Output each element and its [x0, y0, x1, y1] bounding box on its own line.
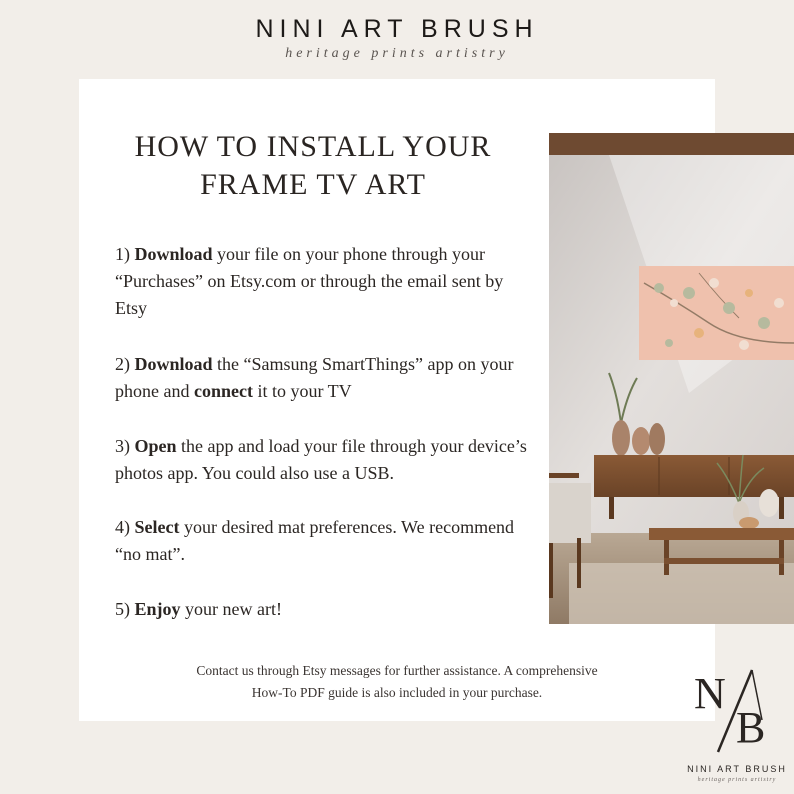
brand-name: NINI ART BRUSH	[255, 15, 539, 43]
sideboard	[594, 455, 794, 497]
vase	[649, 423, 665, 455]
brand-tagline: heritage prints artistry	[285, 46, 509, 61]
step-text: your desired mat preferences. We recommend “no mat”.	[115, 517, 515, 564]
step-keyword: Download	[134, 354, 213, 374]
logo-name: NINI ART BRUSH	[687, 764, 787, 774]
step-text: your file on your phone through your “Purchases” on Etsy.com or through the email sent by Etsy	[115, 244, 504, 318]
step-keyword: Open	[134, 436, 177, 456]
coffee-table	[649, 528, 794, 540]
brand-header	[0, 14, 794, 62]
contact-note	[130, 660, 664, 704]
vase	[612, 420, 630, 456]
page-title	[106, 128, 520, 204]
step-keyword: Download	[134, 244, 213, 264]
step-keyword-2: connect	[193, 381, 253, 401]
armchair	[549, 483, 591, 543]
step-number: 2)	[115, 354, 130, 374]
step-number: 1)	[115, 244, 130, 264]
rug	[569, 563, 794, 624]
step-2	[115, 351, 535, 405]
ceiling-beam	[549, 133, 794, 155]
step-1	[115, 241, 535, 322]
room-mockup-image	[549, 133, 794, 624]
vase	[759, 489, 779, 517]
title-line-1: HOW TO INSTALL YOUR	[134, 130, 492, 163]
monogram-icon	[680, 660, 794, 760]
step-text-end: it to your TV	[252, 381, 352, 401]
room-illustration	[549, 133, 794, 624]
contact-line-1: Contact us through Etsy messages for further assistance. A comprehensive	[196, 663, 598, 678]
contact-line-2: How-To PDF guide is also included in your purchase.	[251, 685, 543, 700]
step-5	[115, 596, 535, 623]
svg-text:N: N	[694, 669, 726, 718]
step-number: 5)	[115, 599, 130, 619]
step-text: your new art!	[180, 599, 282, 619]
logo-tagline: heritage prints artistry	[697, 777, 777, 783]
title-line-2: FRAME TV ART	[200, 168, 426, 201]
step-number: 3)	[115, 436, 130, 456]
step-text: the app and load your file through your device’s photos app. You could also use a USB.	[115, 436, 527, 483]
step-keyword: Select	[134, 517, 180, 537]
vase	[632, 427, 650, 455]
step-3	[115, 433, 535, 487]
step-keyword: Enjoy	[134, 599, 181, 619]
bowl	[739, 517, 759, 529]
svg-text:B: B	[736, 703, 766, 752]
step-4	[115, 514, 535, 568]
step-text: the “Samsung SmartThings” app on your phone and	[115, 354, 514, 401]
brand-logo	[680, 660, 794, 794]
step-number: 4)	[115, 517, 130, 537]
